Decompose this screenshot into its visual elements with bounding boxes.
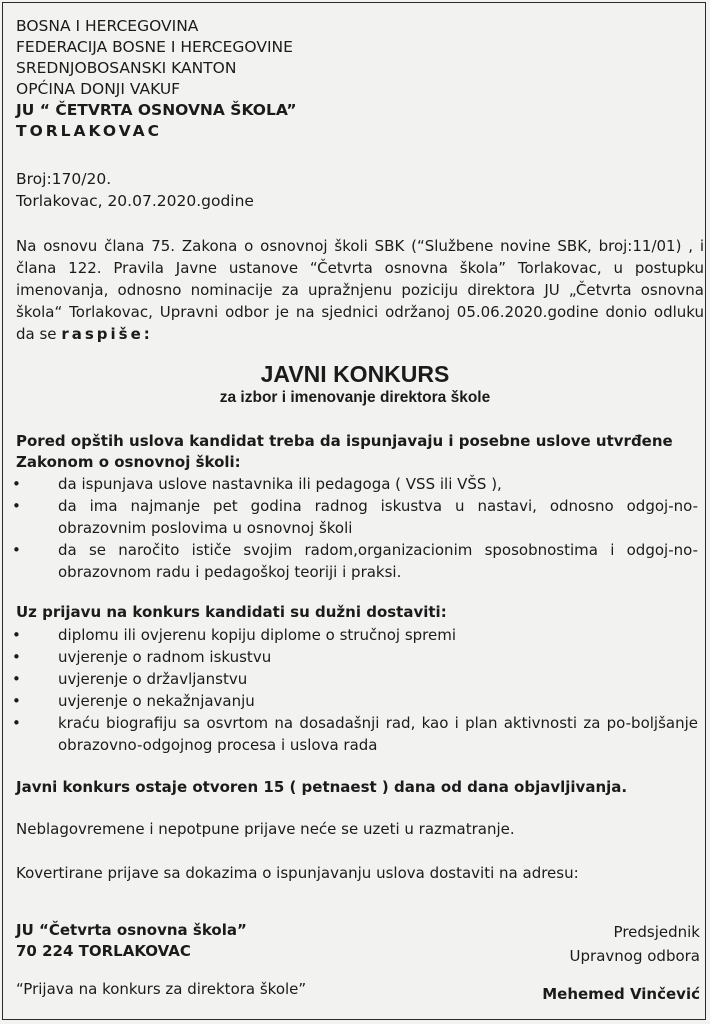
list-item-text: da se naročito ističe svojim radom,organizacionim sposobnostima i odgoj-no-obrazovnom radu i pedagoškoj teoriji i praksi. (58, 541, 698, 581)
list-item (0, 646, 706, 668)
conditions-list (0, 473, 706, 583)
bullet-icon: • (12, 648, 21, 666)
page-title: JAVNI KONKURS (260, 361, 450, 387)
school-name: JU “ ČETVRTA OSNOVNA ŠKOLA” (16, 101, 297, 119)
list-item (0, 539, 706, 583)
letterhead-line: OPĆINA DONJI VAKUF (16, 80, 181, 98)
bullet-icon: • (12, 497, 21, 515)
list-item-text: da ispunjava uslove nastavnika ili pedagoga ( VSS ili VŠS ), (58, 475, 502, 493)
school-address (16, 920, 247, 962)
reference-number: Broj:170/20. (16, 170, 112, 188)
documents-heading: Uz prijavu na konkurs kandidati su dužni dostaviti: (16, 603, 447, 621)
bullet-icon: • (12, 475, 21, 493)
address-line: 70 224 TORLAKOVAC (16, 942, 191, 960)
letterhead-line: BOSNA I HERCEGOVINA (16, 17, 199, 35)
signature-role: Predsjednik (613, 923, 700, 941)
list-item-text: uvjerenje o državljanstvu (58, 670, 248, 688)
signatory-name: Mehemed Vinčević (542, 985, 700, 1003)
list-item (0, 690, 706, 712)
list-item-text: kraću biografiju sa osvrtom na dosadašnji rad, kao i plan aktivnosti za po-boljšanje obrazovno-odgojnog procesa i uslova rada (58, 714, 698, 754)
place-date: Torlakovac, 20.07.2020.godine (16, 192, 254, 210)
bullet-icon: • (12, 670, 21, 688)
letterhead-line: SREDNJOBOSANSKI KANTON (16, 59, 237, 77)
school-place: TORLAKOVAC (16, 122, 162, 140)
list-item (0, 473, 706, 495)
bullet-icon: • (12, 541, 21, 559)
document-meta (16, 168, 254, 212)
list-item-text: da ima najmanje pet godina radnog iskustva u nastavi, odnosno odgoj-no-obrazovnim poslovima u osnovnoj školi (58, 497, 698, 537)
incomplete-notice: Neblagovremene i nepotpune prijave neće se uzeti u razmatranje. (16, 820, 515, 838)
intro-emphasis: raspiše: (61, 325, 153, 343)
list-item (0, 712, 706, 756)
envelope-label: “Prijava na konkurs za direktora škole” (16, 980, 307, 998)
letterhead-line: FEDERACIJA BOSNE I HERCEGOVINE (16, 38, 293, 56)
bullet-icon: • (12, 714, 21, 732)
list-item-text: uvjerenje o radnom iskustvu (58, 648, 272, 666)
list-item (0, 495, 706, 539)
address-notice: Kovertirane prijave sa dokazima o ispunjavanju uslova dostaviti na adresu: (16, 864, 579, 882)
conditions-heading: Pored opštih uslova kandidat treba da ispunjavaju i posebne uslove utvrđene Zakonom o osnovnoj školi: (16, 432, 673, 471)
bullet-icon: • (12, 692, 21, 710)
list-item (0, 668, 706, 690)
address-line: JU “Četvrta osnovna škola” (16, 921, 247, 939)
intro-text: Na osnovu člana 75. Zakona o osnovnoj školi SBK (“Službene novine SBK, broj:11/01) , i člana 122. Pravila Javne ustanove “Četvrta osnovna škola” Torlakovac, u postupku imenovanja, odnosno nominacije za upražnjenu poziciju direktora JU „Četvrta osnovna škola“ Torlakovac, Upravni odbor je na sjednici održanoj 05.06.2020.godine donio odluku da se (16, 237, 704, 343)
list-item-text: diplomu ili ovjerenu kopiju diplome o stručnoj spremi (58, 626, 456, 644)
list-item-text: uvjerenje o nekažnjavanju (58, 692, 255, 710)
intro-paragraph (16, 235, 704, 345)
page-subtitle: za izbor i imenovanje direktora škole (219, 389, 491, 406)
signature-role: Upravnog odbora (569, 947, 700, 965)
signature-block (570, 920, 700, 968)
bullet-icon: • (12, 626, 21, 644)
deadline-notice: Javni konkurs ostaje otvoren 15 ( petnaest ) dana od dana objavljivanja. (16, 778, 628, 796)
letterhead (16, 16, 297, 142)
list-item (0, 624, 706, 646)
documents-list (0, 624, 706, 756)
